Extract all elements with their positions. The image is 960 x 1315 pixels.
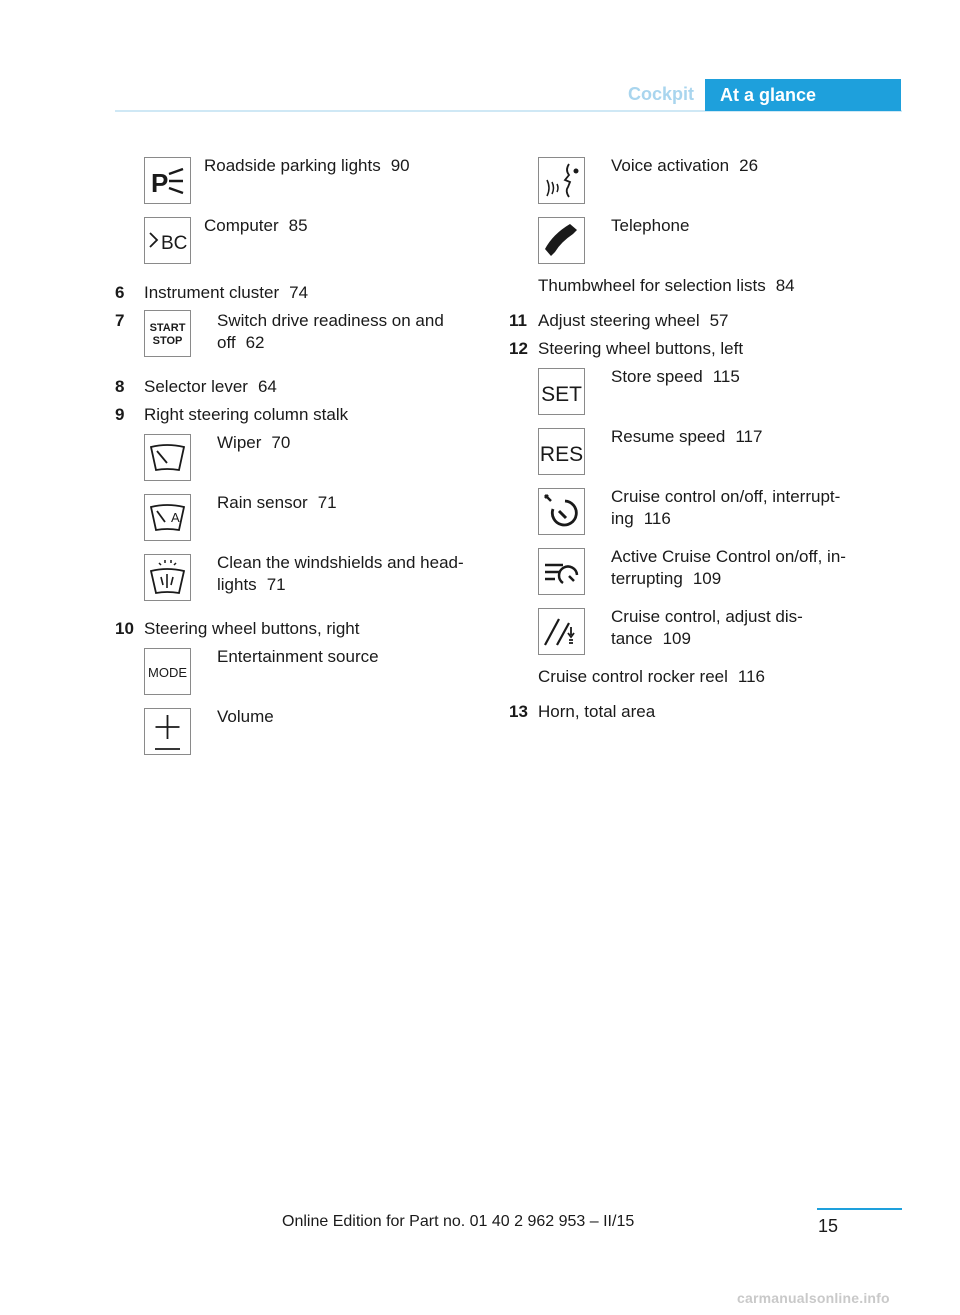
voice-activation-entry: Voice activation 26 [611, 156, 759, 175]
instrument-cluster-entry: Instrument cluster 74 [144, 283, 309, 302]
distance-line1: Cruise control, adjust dis- [611, 607, 803, 626]
mode-icon [144, 648, 191, 695]
washer-icon [144, 554, 191, 601]
cruise-control-line1: Cruise control on/off, interrupt- [611, 487, 841, 506]
item-number: 11 [509, 311, 527, 330]
resume-speed-entry: Resume speed 117 [611, 427, 763, 446]
footer-rule [817, 1208, 902, 1210]
horn-entry: Horn, total area [538, 702, 656, 721]
roadside-parking-lights-entry: Roadside parking lights 90 [204, 156, 410, 175]
header-tab: At a glance [705, 79, 901, 111]
right-steering-stalk-entry: Right steering column stalk [144, 405, 349, 424]
computer-icon [144, 217, 191, 264]
cruise-control-line2: ing 116 [611, 509, 671, 528]
clean-windshield-line1: Clean the windshields and head- [217, 553, 464, 572]
distance-icon [538, 608, 585, 655]
cruise-control-icon [538, 488, 585, 535]
res-icon [538, 428, 585, 475]
item-number: 12 [509, 339, 528, 358]
distance-line2: tance 109 [611, 629, 691, 648]
roadside-parking-lights-icon [144, 157, 191, 204]
item-number: 8 [115, 377, 125, 396]
voice-activation-icon [538, 157, 585, 204]
wiper-icon [144, 434, 191, 481]
acc-line1: Active Cruise Control on/off, in- [611, 547, 846, 566]
svg-text:SET: SET [541, 383, 582, 406]
selector-lever-entry: Selector lever 64 [144, 377, 277, 396]
svg-text:RES: RES [539, 443, 584, 466]
telephone-entry: Telephone [611, 216, 690, 235]
active-cruise-control-icon [538, 548, 585, 595]
svg-text:BC: BC [161, 233, 188, 254]
telephone-icon [538, 217, 585, 264]
clean-windshield-line2: lights 71 [217, 575, 286, 594]
acc-line2: terrupting 109 [611, 569, 722, 588]
volume-icon [144, 708, 191, 755]
svg-text:A: A [171, 510, 180, 525]
rain-sensor-entry: Rain sensor 71 [217, 493, 337, 512]
item-number: 10 [115, 619, 134, 638]
wiper-entry: Wiper 70 [217, 433, 291, 452]
entertainment-source-entry: Entertainment source [217, 647, 379, 666]
item-number: 6 [115, 283, 125, 302]
svg-text:STOP: STOP [152, 335, 183, 347]
footer-edition: Online Edition for Part no. 01 40 2 962 953 – II/15 [282, 1213, 635, 1230]
thumbwheel-entry: Thumbwheel for selection lists 84 [538, 276, 795, 295]
rain-sensor-icon [144, 494, 191, 541]
start-stop-icon [144, 310, 191, 357]
steering-buttons-right-entry: Steering wheel buttons, right [144, 619, 360, 638]
svg-text:P: P [151, 168, 169, 198]
adjust-steering-entry: Adjust steering wheel 57 [538, 311, 729, 330]
set-icon [538, 368, 585, 415]
drive-readiness-line2: off 62 [217, 333, 265, 352]
svg-text:START: START [149, 322, 186, 334]
rocker-reel-entry: Cruise control rocker reel 116 [538, 667, 766, 686]
drive-readiness-line1: Switch drive readiness on and [217, 311, 444, 330]
header-section: Cockpit [600, 79, 702, 110]
store-speed-entry: Store speed 115 [611, 367, 740, 386]
item-number: 9 [115, 405, 125, 424]
item-number: 7 [115, 311, 125, 330]
svg-text:MODE: MODE [148, 665, 187, 680]
page-number: 15 [818, 1216, 839, 1236]
item-number: 13 [509, 702, 528, 721]
volume-entry: Volume [217, 707, 274, 726]
steering-buttons-left-entry: Steering wheel buttons, left [538, 339, 744, 358]
computer-entry: Computer 85 [204, 216, 308, 235]
watermark: carmanualsonline.info [737, 1290, 890, 1306]
